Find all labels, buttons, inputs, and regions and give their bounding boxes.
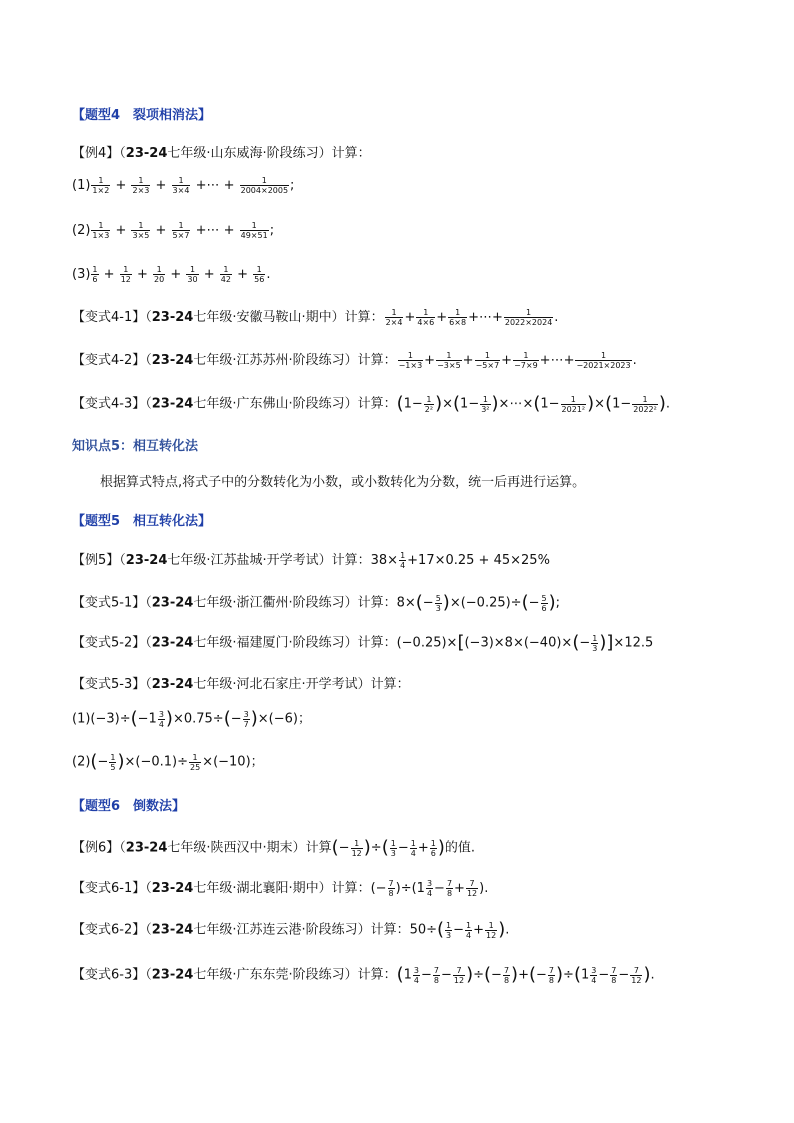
section-heading-type6: 【题型6 倒数法】 [72,799,186,814]
variant-5-1: 【变式5-1】（23-24七年级·浙江衢州·阶段练习）计算：8×(− $\frac{5}{3}$ )×(−0.25)÷(− $\frac{5}{6}$ ); [72,592,561,613]
variant-4-2: 【变式4-2】（23-24七年级·江苏苏州·阶段练习）计算： $\frac{1}{-1\times 3}$ + $\frac{1}{-3\times 5}$ + $\frac{1}{-5\times 7}$ + $\frac{1}{-7\times 9}$ +⋯+ $\frac{1}{-2021\times 2023}$ . [72,351,637,370]
variant-5-3: 【变式5-3】（23-24七年级·河北石家庄·开学考试）计算： [72,677,410,692]
example-5: 【例5】（23-24七年级·江苏盐城·开学考试）计算：38× $\frac{1}{4}$ +17×0.25 + 45×25% [72,551,550,570]
knowledge-point-5: 知识点5：相互转化法 [72,439,199,454]
variant-6-2: 【变式6-2】（23-24七年级·江苏连云港·阶段练习）计算：50÷( $\frac{1}{3}$ − $\frac{1}{4}$ + $\frac{1}{12}$ ). [72,919,510,940]
variant-4-1: 【变式4-1】（23-24七年级·安徽马鞍山·期中）计算： $\frac{1}{2\times 4}$ + $\frac{1}{4\times 6}$ + $\frac{1}{6\times 8}$ +⋯+ $\frac{1}{2022\times 2024}$ . [72,308,559,327]
section-heading-type4: 【题型4 裂项相消法】 [72,108,212,123]
example-4-part-1: (1) $\frac{1}{1\times 2}$ + $\frac{1}{2\times 3}$ + $\frac{1}{3\times 4}$ +⋯ + $\frac{1}{2004\times 2005}$ ; [72,176,295,195]
variant-6-3: 【变式6-3】（23-24七年级·广东东莞·阶段练习）计算：(1 $\frac{3}{4}$ − $\frac{7}{8}$ − $\frac{7}{12}$ )÷(− $\frac{7}{8}$ )+(− $\frac{7}{8}$ )÷(1 $\frac{3}{4}$ − $\frac{7}{8}$ − $\frac{7}{12}$ ). [72,964,655,985]
variant-5-3-part-1: (1)(−3)÷(−1 $\frac{3}{4}$ )×0.75÷(− $\frac{3}{7}$ )×(−6)； [72,708,311,729]
variant-4-3: 【变式4-3】（23-24七年级·广东佛山·阶段练习）计算：(1− $\frac{1}{\text{2²}}$ )×(1− $\frac{1}{\text{3²}}$ )×⋯×(1− $\frac{1}{\text{2021²}}$ )×(1− $\frac{1}{\text{2022²}}$ ). [72,393,671,414]
variant-6-1: 【变式6-1】（23-24七年级·湖北襄阳·期中）计算：(− $\frac{7}{8}$ )÷(1 $\frac{3}{4}$ − $\frac{7}{8}$ + $\frac{7}{12}$ ). [72,879,489,898]
section-heading-type5: 【题型5 相互转化法】 [72,514,212,529]
variant-5-3-part-2: (2)(− $\frac{1}{5}$ )×(−0.1)÷ $\frac{1}{25}$ ×(−10)； [72,751,264,772]
example-6: 【例6】（23-24七年级·陕西汉中·期末）计算(− $\frac{1}{12}$ )÷( $\frac{1}{3}$ − $\frac{1}{4}$ + $\frac{1}{6}$ )的值. [72,837,475,858]
example-4-part-2: (2) $\frac{1}{1\times 3}$ + $\frac{1}{3\times 5}$ + $\frac{1}{5\times 7}$ +⋯ + $\frac{1}{49\times 51}$ ; [72,221,275,240]
example-4-part-3: (3) $\frac{1}{6}$ + $\frac{1}{12}$ + $\frac{1}{20}$ + $\frac{1}{30}$ + $\frac{1}{42}$ + $\frac{1}{56}$ . [72,265,271,284]
knowledge-point-5-description: 根据算式特点,将式子中的分数转化为小数，或小数转化为分数，统一后再进行运算。 [100,475,586,490]
example-4-title: 【例4】（23-24七年级·山东威海·阶段练习）计算： [72,146,371,161]
variant-5-2: 【变式5-2】（23-24七年级·福建厦门·阶段练习）计算：(−0.25)×[(−3)×8×(−40)×(− $\frac{1}{3}$ )]×12.5 [72,632,654,653]
